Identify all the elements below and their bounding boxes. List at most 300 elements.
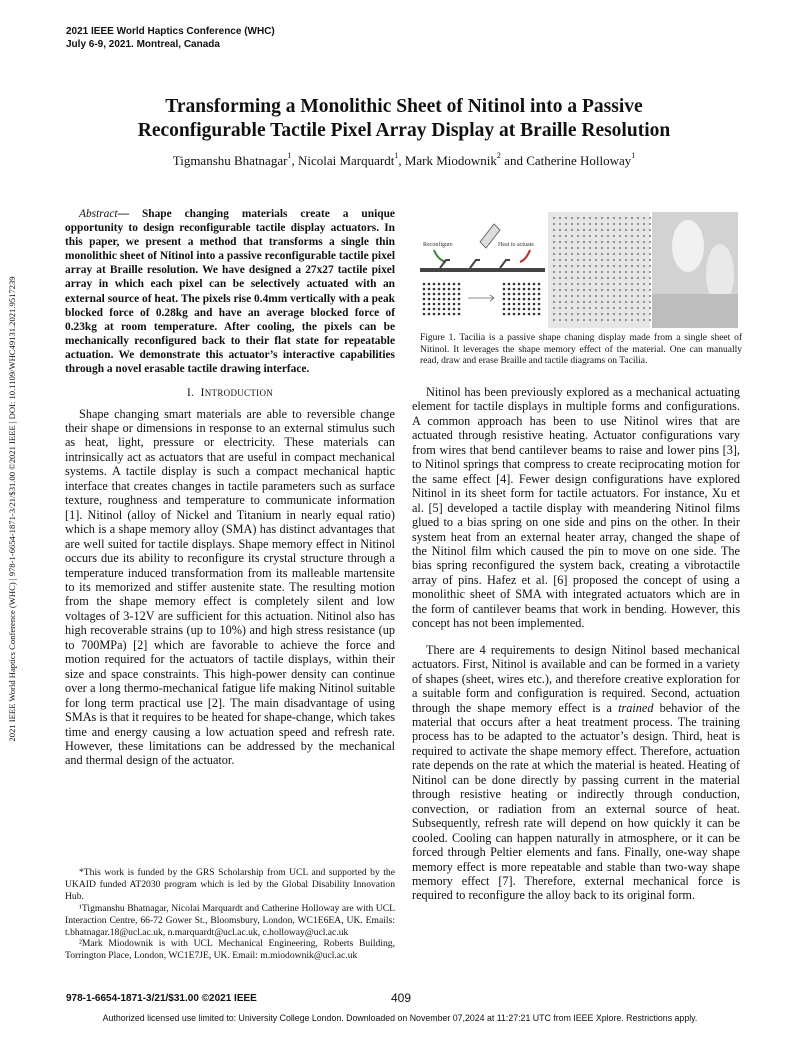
grid-dot — [619, 283, 621, 285]
grid-dot — [589, 217, 591, 219]
grid-dot — [583, 241, 585, 243]
grid-dot — [613, 295, 615, 297]
grid-dot — [559, 253, 561, 255]
grid-dot — [613, 241, 615, 243]
grid-dot — [513, 308, 516, 311]
grid-dot — [577, 277, 579, 279]
grid-dot — [595, 259, 597, 261]
grid-dot — [553, 223, 555, 225]
grid-dot — [637, 283, 639, 285]
grid-dot — [503, 288, 506, 291]
grid-dot — [601, 313, 603, 315]
grid-dot — [625, 223, 627, 225]
grid-dot — [571, 289, 573, 291]
author-affiliation: 1 — [631, 151, 636, 160]
grid-dot — [637, 265, 639, 267]
grid-dot — [583, 289, 585, 291]
grid-dot — [458, 313, 461, 316]
paragraph-text: behavior of the material that occurs after a heat treatment process. The training process has to be adapted to the actuator’s design. Third, heat is required to activate the shape memory effect. Therefore, actuation rate depends on the rate at which the material is heated. Heating of Nitinol can be done directly by passing current in the material through resistive heating or indirectly through conduction, convection, or radiation from an external source of heat. Subsequently, refresh rate will depend on how quickly it can be cooled. Cooling can happen naturally in atmosphere, or it can be forced through Peltier elements and fans. Finally, one-way shape memory effect is more repeatable and stable than two-way shape memory effect [7]. Therefore, external mechanical force is required to reconfigure the alloy back to its original form. — [412, 700, 740, 903]
body-paragraph: Nitinol has been previously explored as a mechanical actuating element for tactile displays in multiple forms and configurations. A common approach has been to use Nitinol wires that are actuated through resistive heating. Actuator configurations vary from wires that bend cantilever beams to raise and lower pins [3], to Nitinol springs that compress to create reciprocating motion for the same effect [4]. Fewer design configurations have explored Nitinol in its sheet form for tactile actuators. For instance, Xu et al. [5] developed a tactile display with meandering Nitinol films glued to a bias spring on one side and pins on the other. In their system heat from an external heater array, changed the shape of the Nitinol film which caused the pin to move on one side. The bias spring reconfigured the system back, creating a vibrotactile array of pins. Hafez et al. [6] proposed the concept of using a monolithic sheet of SMA with integrated actuators which are in the form of cantilever beams that work in bending. However, this concept has not been implemented. — [412, 385, 740, 631]
grid-dot — [577, 217, 579, 219]
grid-dot — [443, 313, 446, 316]
grid-dot — [595, 235, 597, 237]
grid-dot — [631, 301, 633, 303]
grid-dot — [595, 283, 597, 285]
grid-dot — [595, 217, 597, 219]
grid-dot — [589, 253, 591, 255]
grid-dot — [643, 277, 645, 279]
grid-dot — [643, 271, 645, 273]
author — [405, 153, 526, 168]
title-line-2: Reconfigurable Tactile Pixel Array Display at Braille Resolution — [137, 120, 671, 141]
grid-dot — [613, 319, 615, 321]
grid-dot — [423, 293, 426, 296]
grid-dot — [453, 293, 456, 296]
grid-dot — [503, 303, 506, 306]
grid-dot — [565, 223, 567, 225]
grid-dot — [643, 295, 645, 297]
grid-dot — [428, 298, 431, 301]
grid-dot — [631, 247, 633, 249]
grid-dot — [589, 277, 591, 279]
grid-dot — [619, 313, 621, 315]
grid-dot — [513, 303, 516, 306]
abstract-text: Shape changing materials create a unique opportunity to design reconfigurable tactile display actuators. In this paper, we present a method that transforms a single thin monolithic sheet of Nitinol into a passive reconfigurable tactile pixel array at Braille resolution. We have designed a 27x27 tactile pixel array in which each pixel can be selectively actuated with an external source of heat. The pixels rise 0.4mm vertically with a peak blocked force of 0.28kg and have an average blocked force of 0.23kg at room temperature. After cooling, the pixels can be mechanically reconfigured back to their flat state for repeatable actuation. We demonstrate this actuator’s interactive capabilities through a novel erasable tactile drawing interface. — [65, 208, 395, 376]
grid-dot — [553, 289, 555, 291]
author-name: Nicolai Marquardt — [297, 153, 395, 168]
grid-dot — [518, 288, 521, 291]
grid-dot — [553, 253, 555, 255]
grid-dot — [607, 319, 609, 321]
grid-dot — [625, 301, 627, 303]
grid-dot — [649, 253, 651, 255]
grid-dot — [508, 303, 511, 306]
grid-dot — [565, 319, 567, 321]
grid-dot — [625, 229, 627, 231]
author-name: Mark Miodownik — [404, 153, 497, 168]
grid-dot — [577, 235, 579, 237]
grid-dot — [443, 288, 446, 291]
grid-dot — [553, 235, 555, 237]
grid-dot — [625, 289, 627, 291]
grid-dot — [523, 288, 526, 291]
footnote-funding: *This work is funded by the GRS Scholarship from UCL and supported by the UKAID funded AT2030 program which is led by the Global Disability Innovation Hub. — [65, 867, 395, 902]
grid-dot — [583, 217, 585, 219]
grid-dot — [423, 298, 426, 301]
figure-label-heat: Heat to actuate — [498, 242, 534, 248]
grid-dot — [637, 295, 639, 297]
grid-dot — [438, 288, 441, 291]
grid-dot — [538, 298, 541, 301]
grid-dot — [613, 307, 615, 309]
grid-dot — [619, 277, 621, 279]
grid-dot — [643, 223, 645, 225]
authorized-use-notice: Authorized licensed use limited to: University College London. Downloaded on November 07,2024 at 11:27:21 UTC from IEEE Xplore. Restrictions apply. — [102, 1013, 698, 1023]
grid-dot — [538, 308, 541, 311]
grid-dot — [601, 307, 603, 309]
grid-dot — [583, 283, 585, 285]
grid-dot — [433, 288, 436, 291]
grid-dot — [559, 223, 561, 225]
grid-dot — [637, 223, 639, 225]
grid-dot — [619, 235, 621, 237]
grid-dot — [559, 265, 561, 267]
left-column — [65, 207, 395, 768]
grid-dot — [518, 283, 521, 286]
grid-dot — [423, 308, 426, 311]
grid-dot — [565, 235, 567, 237]
grid-dot — [453, 303, 456, 306]
grid-dot — [643, 229, 645, 231]
grid-dot — [571, 277, 573, 279]
grid-dot — [513, 288, 516, 291]
author-affiliation: 1 — [287, 151, 292, 160]
grid-dot — [571, 241, 573, 243]
grid-dot — [613, 265, 615, 267]
grid-dot — [607, 289, 609, 291]
grid-dot — [571, 229, 573, 231]
grid-dot — [528, 303, 531, 306]
grid-dot — [619, 223, 621, 225]
section-title-first: I — [200, 387, 205, 400]
grid-dot — [625, 295, 627, 297]
grid-dot — [619, 301, 621, 303]
grid-dot — [553, 247, 555, 249]
pixel-array-photo — [548, 212, 650, 328]
grid-dot — [631, 271, 633, 273]
grid-dot — [595, 247, 597, 249]
grid-dot — [559, 313, 561, 315]
grid-dot — [607, 247, 609, 249]
grid-dot — [601, 289, 603, 291]
grid-dot — [458, 283, 461, 286]
grid-dot — [533, 298, 536, 301]
grid-dot — [448, 293, 451, 296]
grid-dot — [571, 271, 573, 273]
grid-dot — [538, 313, 541, 316]
grid-dot — [565, 247, 567, 249]
grid-dot — [625, 241, 627, 243]
grid-dot — [649, 295, 651, 297]
grid-dot — [637, 247, 639, 249]
grid-dot — [428, 308, 431, 311]
grid-dot — [565, 289, 567, 291]
grid-dot — [625, 313, 627, 315]
grid-dot — [458, 303, 461, 306]
grid-dot — [631, 265, 633, 267]
grid-dot — [649, 271, 651, 273]
grid-dot — [458, 298, 461, 301]
grid-dot — [595, 265, 597, 267]
grid-dot — [589, 265, 591, 267]
paragraph-italic: trained — [618, 700, 654, 715]
grid-dot — [423, 303, 426, 306]
grid-dot — [538, 293, 541, 296]
paragraph-text: There are 4 requirements to design Nitinol based mechanical actuators. First, Nitinol is available and can be formed in a variety of shapes (sheet, wires etc.), and therefore creative exploration for a suitable form and configuration is required. Second, actuation through the shape memory effect is a — [412, 642, 740, 715]
grid-dot — [601, 271, 603, 273]
author-affiliation: 1 — [394, 151, 399, 160]
grid-dot — [601, 283, 603, 285]
grid-dot — [583, 253, 585, 255]
grid-dot — [613, 271, 615, 273]
grid-dot — [553, 271, 555, 273]
grid-dot — [643, 301, 645, 303]
grid-dot — [503, 308, 506, 311]
grid-dot — [631, 241, 633, 243]
grid-dot — [631, 217, 633, 219]
grid-dot — [518, 303, 521, 306]
grid-dot — [601, 319, 603, 321]
grid-dot — [625, 277, 627, 279]
grid-dot — [577, 295, 579, 297]
grid-dot — [607, 271, 609, 273]
grid-dot — [528, 288, 531, 291]
grid-dot — [595, 223, 597, 225]
grid-dot — [625, 253, 627, 255]
grid-dot — [619, 289, 621, 291]
grid-dot — [607, 283, 609, 285]
grid-dot — [438, 308, 441, 311]
grid-dot — [595, 301, 597, 303]
grid-dot — [513, 283, 516, 286]
grid-dot — [631, 313, 633, 315]
grid-dot — [619, 259, 621, 261]
grid-dot — [508, 283, 511, 286]
grid-dot — [443, 283, 446, 286]
grid-dot — [577, 259, 579, 261]
grid-dot — [649, 217, 651, 219]
grid-dot — [533, 313, 536, 316]
grid-dot — [571, 253, 573, 255]
grid-dot — [649, 301, 651, 303]
grid-dot — [649, 241, 651, 243]
grid-dot — [625, 307, 627, 309]
grid-dot — [601, 235, 603, 237]
grid-dot — [559, 217, 561, 219]
grid-dot — [443, 308, 446, 311]
figure-1 — [420, 212, 738, 328]
footnote-affiliation-2: ²Mark Miodownik is with UCL Mechanical Engineering, Roberts Building, Torrington Place, London, WC1E7JE, UK. Email: m.miodownik@ucl.ac.uk — [65, 938, 395, 962]
grid-dot — [625, 283, 627, 285]
grid-dot — [583, 295, 585, 297]
grid-dot — [571, 319, 573, 321]
grid-dot — [631, 307, 633, 309]
grid-dot — [601, 223, 603, 225]
grid-dot — [553, 241, 555, 243]
grid-dot — [607, 313, 609, 315]
grid-dot — [643, 241, 645, 243]
grid-dot — [637, 253, 639, 255]
grid-dot — [637, 241, 639, 243]
grid-dot — [589, 259, 591, 261]
grid-dot — [589, 247, 591, 249]
grid-dot — [553, 265, 555, 267]
section-heading — [65, 386, 395, 400]
grid-dot — [559, 259, 561, 261]
author-name: Catherine Holloway — [526, 153, 632, 168]
grid-dot — [619, 253, 621, 255]
grid-dot — [538, 288, 541, 291]
grid-dot — [625, 319, 627, 321]
grid-dot — [613, 301, 615, 303]
doi-sidebar-text: 2021 IEEE World Haptics Conference (WHC) | 978-1-6654-1871-3/21/$31.00 ©2021 IEEE | DOI: 10.1109/WHC49131.2021.9517239 — [7, 276, 17, 742]
grid-dot — [631, 253, 633, 255]
grid-dot — [607, 241, 609, 243]
grid-dot — [631, 235, 633, 237]
grid-dot — [577, 229, 579, 231]
grid-dot — [619, 307, 621, 309]
grid-dot — [607, 301, 609, 303]
grid-dot — [583, 235, 585, 237]
nitinol-sheet-profile — [420, 268, 545, 272]
grid-dot — [571, 247, 573, 249]
grid-dot — [571, 307, 573, 309]
grid-dot — [565, 259, 567, 261]
grid-dot — [643, 259, 645, 261]
grid-dot — [533, 303, 536, 306]
grid-dot — [577, 313, 579, 315]
grid-dot — [553, 295, 555, 297]
grid-dot — [513, 293, 516, 296]
author — [526, 153, 635, 168]
author-list — [60, 153, 748, 169]
grid-dot — [553, 277, 555, 279]
grid-dot — [518, 293, 521, 296]
grid-dot — [571, 283, 573, 285]
grid-dot — [508, 308, 511, 311]
grid-dot — [637, 229, 639, 231]
grid-dot — [649, 307, 651, 309]
grid-dot — [528, 313, 531, 316]
grid-dot — [589, 301, 591, 303]
grid-dot — [571, 301, 573, 303]
grid-dot — [583, 277, 585, 279]
grid-dot — [625, 259, 627, 261]
grid-dot — [649, 313, 651, 315]
grid-dot — [643, 307, 645, 309]
grid-dot — [577, 307, 579, 309]
grid-dot — [577, 223, 579, 225]
grid-dot — [433, 313, 436, 316]
grid-dot — [438, 303, 441, 306]
grid-dot — [649, 265, 651, 267]
grid-dot — [601, 265, 603, 267]
grid-dot — [613, 277, 615, 279]
grid-dot — [643, 289, 645, 291]
grid-dot — [649, 289, 651, 291]
body-paragraph — [412, 643, 740, 903]
grid-dot — [565, 253, 567, 255]
grid-dot — [649, 319, 651, 321]
grid-dot — [503, 313, 506, 316]
grid-dot — [643, 235, 645, 237]
footnotes — [65, 867, 395, 962]
grid-dot — [619, 229, 621, 231]
grid-dot — [625, 217, 627, 219]
grid-dot — [613, 229, 615, 231]
grid-dot — [553, 229, 555, 231]
grid-dot — [571, 295, 573, 297]
grid-dot — [637, 259, 639, 261]
grid-dot — [607, 295, 609, 297]
grid-dot — [448, 303, 451, 306]
grid-dot — [631, 259, 633, 261]
grid-dot — [533, 283, 536, 286]
grid-dot — [559, 277, 561, 279]
grid-dot — [523, 283, 526, 286]
grid-dot — [649, 223, 651, 225]
grid-dot — [458, 288, 461, 291]
grid-dot — [643, 319, 645, 321]
right-column — [412, 385, 740, 903]
isbn-footer: 978-1-6654-1871-3/21/$31.00 ©2021 IEEE — [66, 993, 257, 1004]
grid-dot — [643, 253, 645, 255]
grid-dot — [619, 265, 621, 267]
grid-dot — [607, 217, 609, 219]
grid-dot — [458, 293, 461, 296]
grid-dot — [448, 283, 451, 286]
grid-dot — [583, 313, 585, 315]
grid-dot — [523, 313, 526, 316]
grid-dot — [433, 283, 436, 286]
grid-dot — [553, 307, 555, 309]
grid-dot — [453, 283, 456, 286]
grid-dot — [565, 271, 567, 273]
grid-dot — [518, 308, 521, 311]
grid-dot — [565, 241, 567, 243]
grid-dot — [523, 293, 526, 296]
grid-dot — [443, 293, 446, 296]
grid-dot — [595, 277, 597, 279]
conference-name: 2021 IEEE World Haptics Conference (WHC) — [66, 26, 275, 37]
grid-dot — [589, 271, 591, 273]
grid-dot — [589, 235, 591, 237]
grid-dot — [607, 307, 609, 309]
grid-dot — [453, 313, 456, 316]
grid-dot — [589, 295, 591, 297]
grid-dot — [453, 308, 456, 311]
grid-dot — [428, 293, 431, 296]
abstract-dash: — — [117, 208, 142, 220]
grid-dot — [433, 298, 436, 301]
finger-shape — [672, 220, 704, 272]
grid-dot — [577, 301, 579, 303]
grid-dot — [428, 303, 431, 306]
grid-dot — [508, 288, 511, 291]
grid-dot — [518, 313, 521, 316]
grid-dot — [601, 277, 603, 279]
grid-dot — [637, 307, 639, 309]
grid-dot — [523, 298, 526, 301]
grid-dot — [565, 307, 567, 309]
grid-dot — [448, 308, 451, 311]
grid-dot — [503, 298, 506, 301]
grid-dot — [453, 288, 456, 291]
grid-dot — [619, 247, 621, 249]
grid-dot — [613, 247, 615, 249]
grid-dot — [513, 313, 516, 316]
grid-dot — [613, 253, 615, 255]
grid-dot — [565, 217, 567, 219]
paper-title — [60, 95, 748, 143]
grid-dot — [553, 259, 555, 261]
grid-dot — [565, 277, 567, 279]
grid-dot — [583, 247, 585, 249]
grid-dot — [595, 295, 597, 297]
grid-dot — [595, 289, 597, 291]
grid-dot — [649, 277, 651, 279]
grid-dot — [508, 313, 511, 316]
